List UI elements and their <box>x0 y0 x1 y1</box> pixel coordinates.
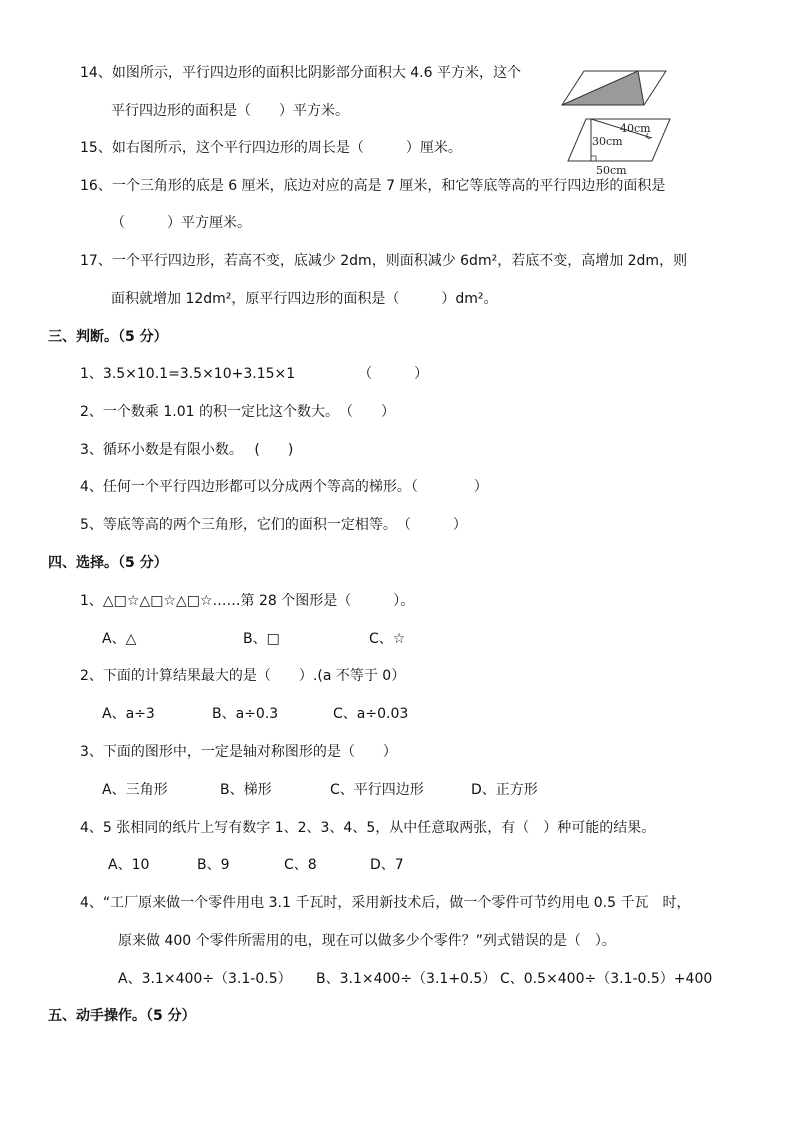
choice-q5-option-b: B、3.1×400÷（3.1+0.5） <box>316 971 497 987</box>
choice-q5-option-a: A、3.1×400÷（3.1-0.5） <box>118 971 292 987</box>
choice-q2-option-c: C、a÷0.03 <box>333 706 409 722</box>
choice-q4-option-a: A、10 <box>108 857 150 873</box>
choice-q4-option-c: C、8 <box>284 857 317 873</box>
choice-q3-option-b: B、梯形 <box>220 782 272 798</box>
choice-q1: 1、△□☆△□☆△□☆……第 28 个图形是（ ）。 <box>80 593 415 609</box>
choice-q5-line2: 原来做 400 个零件所需用的电，现在可以做多少个零件？”列式错误的是（ ）。 <box>118 933 616 949</box>
q16-line2: （ ）平方厘米。 <box>111 215 251 231</box>
labeled-parallelogram-diagram <box>564 116 674 176</box>
choice-q4-option-b: B、9 <box>197 857 230 873</box>
choice-q3-option-d: D、正方形 <box>471 782 538 798</box>
q17-line1: 17、一个平行四边形，若高不变，底减少 2dm，则面积减少 6dm²，若底不变，高增加 2dm，则 <box>80 253 688 269</box>
q15-figure <box>564 116 674 180</box>
judge-item-4: 4、任何一个平行四边形都可以分成两个等高的梯形。（ ） <box>80 479 488 495</box>
judge-item-5: 5、等底等高的两个三角形，它们的面积一定相等。 （ ） <box>80 517 467 533</box>
judge-item-3: 3、循环小数是有限小数。 ( ) <box>80 442 294 458</box>
shaded-parallelogram-diagram <box>560 66 670 110</box>
q16-line1: 16、一个三角形的底是 6 厘米，底边对应的高是 7 厘米，和它等底等高的平行四边形的面积是 <box>80 178 666 194</box>
q14-figure <box>560 66 670 114</box>
choice-q4-option-d: D、7 <box>370 857 404 873</box>
choice-q1-option-b: B、□ <box>243 631 280 647</box>
choice-q3: 3、下面的图形中，一定是轴对称图形的是（ ） <box>80 744 397 760</box>
choice-q1-option-a: A、△ <box>102 631 137 647</box>
choice-q2-option-a: A、a÷3 <box>102 706 155 722</box>
choice-q3-option-c: C、平行四边形 <box>330 782 424 798</box>
q15-line1: 15、如右图所示，这个平行四边形的周长是（ ）厘米。 <box>80 140 462 156</box>
choice-q2: 2、下面的计算结果最大的是（ ）.(a 不等于 0） <box>80 668 406 684</box>
judge-item-2: 2、一个数乘 1.01 的积一定比这个数大。 （ ） <box>80 404 395 420</box>
choice-q5-option-c: C、0.5×400÷（3.1-0.5）+400 <box>500 971 713 987</box>
choice-q1-option-c: C、☆ <box>369 631 406 647</box>
q15-label-50cm: 50cm <box>596 164 627 176</box>
choice-q5-line1: 4、“工厂原来做一个零件用电 3.1 千瓦时，采用新技术后，做一个零件可节约用电 0.5 千瓦 时， <box>80 895 691 911</box>
q14-line2: 平行四边形的面积是（ ）平方米。 <box>111 103 349 119</box>
q15-label-30cm: 30cm <box>592 135 623 148</box>
judge-item-1: 1、3.5×10.1=3.5×10+3.15×1 （ ） <box>80 366 429 382</box>
choice-q3-option-a: A、三角形 <box>102 782 168 798</box>
section-3-title: 三、判断。（5 分） <box>48 329 168 345</box>
choice-q2-option-b: B、a÷0.3 <box>212 706 279 722</box>
q17-line2: 面积就增加 12dm²，原平行四边形的面积是（ ）dm²。 <box>111 291 498 307</box>
choice-q4: 4、5 张相同的纸片上写有数字 1、2、3、4、5，从中任意取两张，有（ ）种可能的结果。 <box>80 820 656 836</box>
section-4-title: 四、选择。（5 分） <box>48 555 168 571</box>
q15-label-40cm: 40cm <box>620 122 651 135</box>
section-5-title: 五、动手操作。（5 分） <box>48 1008 196 1024</box>
q14-line1: 14、如图所示，平行四边形的面积比阴影部分面积大 4.6 平方米，这个 <box>80 65 521 81</box>
